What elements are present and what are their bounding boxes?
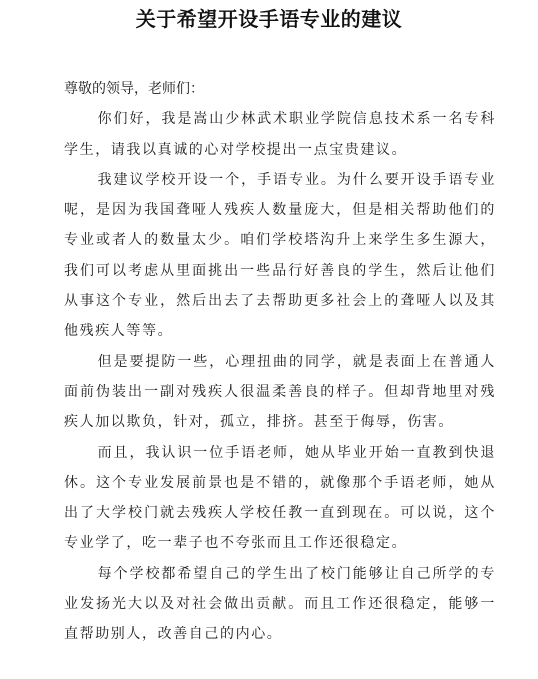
paragraph-proposal: 我建议学校开设一个，手语专业。为什么要开设手语专业呢，是因为我国聋哑人残疾人数量庞大，但是相关帮助他们的专业或者人的数量太少。咱们学校塔沟升上来学生多生源大，我们可以考虑从里面挑出一些品行好善良的学生，然后让他们从事这个专业，然后出去了去帮助更多社会上的聋哑人以及其他残疾人等等。 [64, 171, 496, 340]
paragraph-conclusion: 每个学校都希望自己的学生出了校门能够让自己所学的专业发扬光大以及对社会做出贡献。而且工作还很稳定，能够一直帮助别人，改善自己的内心。 [64, 565, 496, 643]
document-title: 关于希望开设手语专业的建议 [135, 7, 403, 31]
paragraph-caution: 但是要提防一些，心理扭曲的同学，就是表面上在普通人面前伪装出一副对残疾人很温柔善良的样子。但却背地里对残疾人加以欺负，针对，孤立，排挤。甚至于侮辱，伤害。 [64, 353, 496, 431]
salutation: 尊敬的领导，老师们： [64, 81, 204, 97]
paragraph-prospects: 而且，我认识一位手语老师，她从毕业开始一直教到快退休。这个专业发展前景也是不错的，就像那个手语老师，她从出了大学校门就去残疾人学校任教一直到现在。可以说，这个专业学了，吃一辈子也不夸张而且工作还很稳定。 [64, 444, 496, 552]
paragraph-greeting: 你们好，我是嵩山少林武术职业学院信息技术系一名专科学生，请我以真诚的心对学校提出一点宝贵建议。 [64, 111, 496, 158]
document-body [64, 74, 496, 650]
